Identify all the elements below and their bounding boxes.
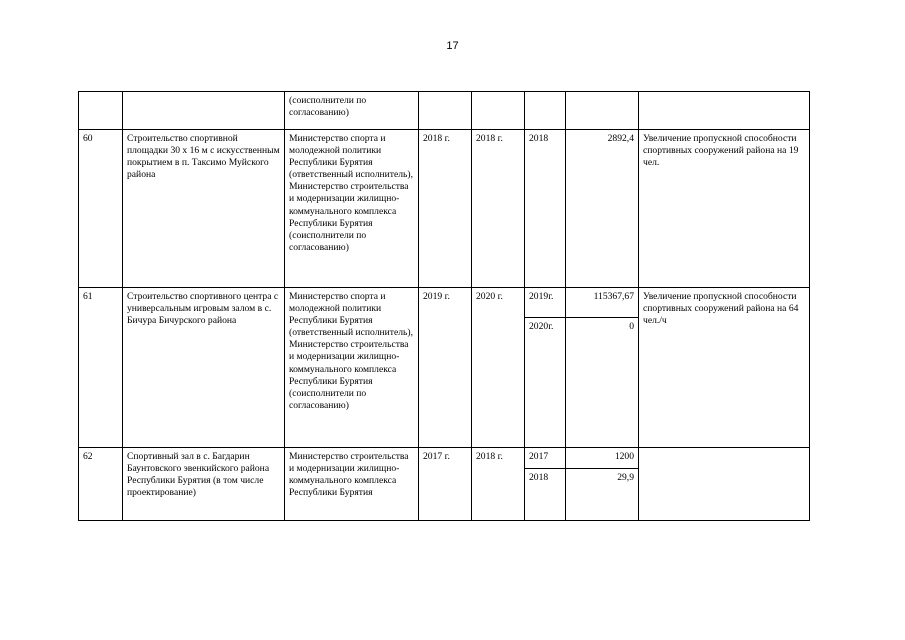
- row-number-cell: 62: [79, 448, 123, 521]
- funding-year-cell: 2019г.: [525, 288, 566, 318]
- end-year-cell: 2018 г.: [472, 448, 525, 521]
- table-row: [79, 288, 810, 318]
- funding-year-cell: [525, 92, 566, 130]
- page-number: 17: [446, 40, 459, 52]
- executor-cell: Министерство спорта и молодежной политики Республики Бурятия (ответственный исполнитель), Министерство строительства и модернизации жилищно-коммунального комплекса Республики Бурятия (соисполнители по согласованию): [285, 288, 419, 448]
- start-year-cell: 2018 г.: [419, 130, 472, 288]
- start-year-cell: 2017 г.: [419, 448, 472, 521]
- funding-year-cell: 2018: [525, 130, 566, 288]
- row-number-cell: 60: [79, 130, 123, 288]
- project-name-cell: Строительство спортивного центра с универсальным игровым залом в с. Бичура Бичурского района: [123, 288, 285, 448]
- end-year-cell: [472, 92, 525, 130]
- project-name-cell: Спортивный зал в с. Багдарин Баунтовского эвенкийского района Республики Бурятия (в том числе проектирование): [123, 448, 285, 521]
- end-year-cell: 2020 г.: [472, 288, 525, 448]
- funding-year-cell: 2017: [525, 448, 566, 469]
- funding-amount-cell: 1200: [566, 448, 639, 469]
- expected-result-cell: [639, 448, 810, 521]
- project-name-cell: [123, 92, 285, 130]
- start-year-cell: [419, 92, 472, 130]
- expected-result-cell: [639, 92, 810, 130]
- funding-year-cell: 2020г.: [525, 318, 566, 448]
- executor-cell: Министерство спорта и молодежной политики Республики Бурятия (ответственный исполнитель), Министерство строительства и модернизации жилищно-коммунального комплекса Республики Бурятия (соисполнители по согласованию): [285, 130, 419, 288]
- funding-amount-cell: 0: [566, 318, 639, 448]
- funding-amount-cell: 115367,67: [566, 288, 639, 318]
- funding-year-cell: 2018: [525, 469, 566, 521]
- executor-cell: Министерство строительства и модернизации жилищно-коммунального комплекса Республики Бурятия: [285, 448, 419, 521]
- funding-amount-cell: 2892,4: [566, 130, 639, 288]
- executor-cell: (соисполнители по согласованию): [285, 92, 419, 130]
- row-number-cell: 61: [79, 288, 123, 448]
- funding-amount-cell: 29,9: [566, 469, 639, 521]
- start-year-cell: 2019 г.: [419, 288, 472, 448]
- expected-result-cell: Увеличение пропускной способности спортивных сооружений района на 19 чел.: [639, 130, 810, 288]
- end-year-cell: 2018 г.: [472, 130, 525, 288]
- expected-result-cell: Увеличение пропускной способности спортивных сооружений района на 64 чел./ч: [639, 288, 810, 448]
- row-number-cell: [79, 92, 123, 130]
- table-row: [79, 130, 810, 288]
- table-row: [79, 448, 810, 469]
- project-name-cell: Строительство спортивной площадки 30 х 16 м с искусственным покрытием в п. Таксимо Муйского района: [123, 130, 285, 288]
- funding-amount-cell: [566, 92, 639, 130]
- table-row: [79, 92, 810, 130]
- program-table: [78, 91, 810, 521]
